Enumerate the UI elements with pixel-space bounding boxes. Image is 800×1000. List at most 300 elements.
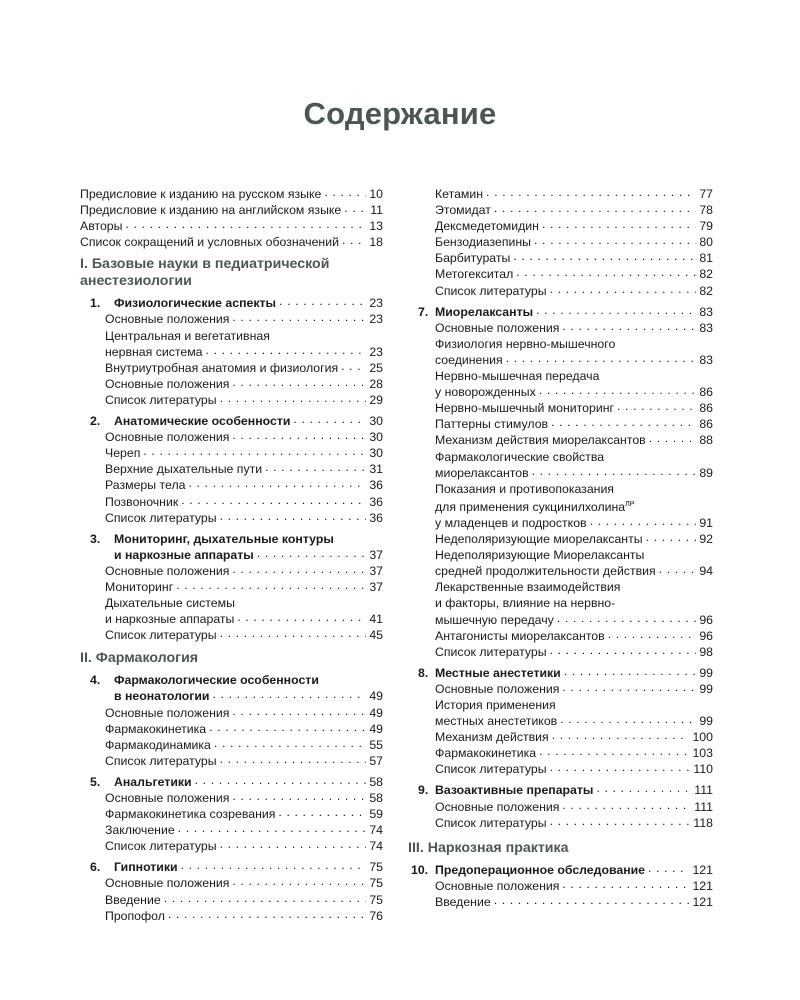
toc-entry[interactable] — [80, 753, 383, 769]
dot-leader — [188, 477, 366, 489]
page-number: 86 — [699, 417, 713, 432]
page-number: 30 — [369, 446, 383, 461]
toc-entry[interactable] — [408, 563, 713, 579]
toc-entry[interactable] — [80, 806, 383, 822]
entry-label: Анатомические особенности — [114, 414, 291, 429]
entry-label: Физиология нервно-мышечного — [435, 336, 616, 351]
entry-label: и наркозные аппараты — [105, 612, 235, 627]
dot-leader — [213, 688, 367, 700]
dot-leader — [539, 745, 689, 757]
entry-label: Этомидат — [435, 203, 491, 218]
entry-label: Барбитураты — [435, 251, 511, 266]
chapter-entry[interactable] — [408, 665, 713, 681]
toc-entry-line — [408, 481, 713, 497]
toc-entry[interactable] — [80, 477, 383, 493]
entry-label: Нервно-мышечная передача — [435, 369, 600, 384]
entry-label: Авторы — [80, 219, 123, 234]
entry-label: Список литературы — [105, 753, 217, 768]
dot-leader — [195, 774, 367, 786]
page-number: 36 — [369, 478, 383, 493]
toc-entry-line — [80, 328, 383, 344]
dot-leader — [648, 862, 689, 874]
dot-leader — [557, 612, 697, 624]
toc-entry[interactable] — [408, 761, 713, 777]
dot-leader — [220, 753, 367, 765]
dot-leader — [214, 737, 366, 749]
entry-label: Фармакологические особенности — [114, 673, 319, 688]
entry-label: Метогекситал — [435, 267, 514, 282]
page-number: 30 — [369, 414, 383, 429]
chapter-entry-line — [80, 531, 383, 547]
entry-label: мышечную передачу — [435, 612, 554, 627]
toc-entry[interactable] — [80, 790, 383, 806]
toc-entry[interactable] — [408, 628, 713, 644]
dot-leader — [232, 429, 366, 441]
dot-leader — [164, 892, 367, 904]
page-number: 28 — [369, 376, 383, 391]
toc-entry[interactable] — [80, 311, 383, 327]
dot-leader — [562, 799, 691, 811]
toc-entry[interactable] — [80, 737, 383, 753]
dot-leader — [232, 563, 366, 575]
entry-label: Предисловие к изданию на русском языке — [80, 187, 322, 201]
toc-entry[interactable] — [80, 579, 383, 595]
page-number: 83 — [699, 352, 713, 367]
page-number: 79 — [699, 219, 713, 234]
entry-label: Основные положения — [435, 878, 560, 893]
page-number: 86 — [699, 385, 713, 400]
chapter-entry[interactable] — [408, 304, 713, 320]
chapter-number: 6. — [90, 860, 101, 875]
dot-leader — [293, 413, 366, 425]
page-number: 58 — [369, 791, 383, 805]
dot-leader — [494, 894, 690, 906]
toc-entry[interactable] — [80, 234, 383, 250]
entry-label: местных анестетиков — [435, 714, 558, 729]
chapter-number: 8. — [418, 665, 429, 680]
toc-entry[interactable] — [408, 894, 713, 910]
dot-leader — [342, 234, 366, 246]
page-number: 111 — [694, 799, 713, 814]
page-number: 13 — [369, 219, 383, 234]
toc-entry[interactable] — [80, 892, 383, 908]
chapter-entry[interactable] — [80, 413, 383, 429]
entry-label: Список литературы — [435, 815, 547, 830]
entry-label: Размеры тела — [105, 478, 186, 493]
dot-leader — [536, 304, 696, 316]
page-number: 88 — [699, 433, 713, 448]
toc-entry-line — [408, 449, 713, 465]
entry-label: средней продолжительности действия — [435, 564, 656, 579]
entry-label: Основные положения — [435, 799, 560, 814]
dot-leader — [659, 563, 697, 575]
page-number: 57 — [369, 753, 383, 768]
chapter-entry[interactable] — [408, 782, 713, 798]
entry-label: у младенцев и подростков — [435, 515, 587, 530]
page-number: 118 — [693, 815, 713, 830]
dot-leader — [550, 761, 691, 773]
page-number: 121 — [692, 862, 713, 877]
toc-entry[interactable] — [80, 563, 383, 579]
toc-entry[interactable] — [408, 799, 713, 815]
toc-entry[interactable] — [408, 745, 713, 761]
toc-entry-line — [80, 595, 383, 611]
chapter-entry[interactable] — [408, 862, 713, 878]
entry-label: Фармакодинамика — [105, 737, 211, 752]
dot-leader — [646, 531, 697, 543]
entry-label: Дексмедетомидин — [435, 219, 539, 234]
entry-label: Нервно-мышечный мониторинг — [435, 401, 614, 416]
entry-label: Фармакокинетика — [105, 721, 207, 736]
page-number: 58 — [369, 774, 383, 789]
entry-label: Предисловие к изданию на английском языке — [80, 203, 342, 218]
entry-label: в неонатологии — [114, 689, 210, 704]
toc-entry[interactable] — [408, 681, 713, 697]
toc-entry[interactable] — [80, 202, 383, 218]
toc-entry[interactable] — [408, 283, 713, 299]
page-number: 96 — [699, 628, 713, 643]
page-number: 75 — [369, 876, 383, 891]
dot-leader — [232, 311, 366, 323]
page-number: 30 — [369, 430, 383, 445]
page-number: 23 — [369, 312, 383, 327]
dot-leader — [550, 283, 697, 295]
entry-label: Лекарственные взаимодействия — [435, 580, 621, 595]
chapter-number: 2. — [90, 414, 101, 429]
entry-label: Мониторинг, дыхательные контуры — [114, 531, 334, 546]
page-number: 100 — [692, 730, 713, 745]
toc-entry[interactable] — [408, 202, 713, 218]
page-number: 23 — [369, 344, 383, 359]
page-number: 25 — [369, 360, 383, 375]
entry-label: Фармакокинетика — [435, 746, 537, 761]
chapter-entry[interactable] — [80, 295, 383, 311]
toc-entry[interactable] — [80, 875, 383, 891]
dot-leader — [550, 644, 697, 656]
page-number: 49 — [369, 689, 383, 704]
toc-left-column — [80, 186, 383, 924]
toc-entry[interactable] — [80, 838, 383, 854]
dot-leader — [551, 416, 696, 428]
chapter-number: 1. — [90, 296, 101, 311]
entry-label: Местные анестетики — [435, 665, 561, 680]
page-number: 23 — [369, 296, 383, 311]
dot-leader — [513, 250, 696, 262]
toc-entry[interactable] — [408, 384, 713, 400]
page-number: 80 — [699, 235, 713, 250]
toc-entry[interactable] — [80, 461, 383, 477]
chapter-entry[interactable] — [80, 859, 383, 875]
toc-entry[interactable] — [408, 878, 713, 894]
chapter-number: 7. — [418, 304, 429, 319]
toc-entry[interactable] — [408, 352, 713, 368]
page-number: 36 — [369, 494, 383, 509]
entry-label: Список литературы — [105, 392, 217, 407]
page-number: 110 — [693, 762, 713, 777]
dot-leader — [209, 721, 366, 733]
dot-leader — [562, 878, 689, 890]
page-number: 86 — [699, 401, 713, 416]
toc-entry-line — [408, 497, 713, 515]
page-number: 111 — [694, 783, 713, 798]
page-number: 37 — [369, 547, 383, 562]
toc-entry[interactable] — [408, 186, 713, 202]
toc-entry[interactable] — [80, 429, 383, 445]
page-number: 89 — [699, 465, 713, 480]
dot-leader — [125, 218, 366, 230]
entry-label: Список литературы — [435, 644, 547, 659]
chapter-entry[interactable] — [80, 688, 383, 704]
page-number: 82 — [699, 267, 713, 282]
toc-entry[interactable] — [408, 234, 713, 250]
toc-entry-line — [408, 336, 713, 352]
page-number: 98 — [699, 644, 713, 659]
entry-label: для применения сукцинилхолина — [435, 499, 626, 514]
entry-label: Основные положения — [105, 876, 230, 891]
page-number: 91 — [699, 515, 713, 530]
chapter-entry-line — [80, 672, 383, 688]
entry-label: Анальгетики — [114, 774, 192, 789]
page-number: 74 — [369, 823, 383, 838]
entry-label: нервная система — [105, 344, 203, 359]
dot-leader — [220, 510, 367, 522]
dot-leader — [220, 838, 367, 850]
chapter-entry[interactable] — [80, 774, 383, 790]
page-number: 76 — [369, 908, 383, 923]
entry-label: Дыхательные системы — [105, 596, 235, 611]
part-heading: II. Фармакология — [80, 650, 199, 667]
dot-leader — [516, 266, 696, 278]
dot-leader — [494, 202, 696, 214]
page-number: 10 — [369, 187, 383, 201]
entry-label: Паттерны стимулов — [435, 417, 549, 432]
dot-leader — [506, 352, 697, 364]
toc-entry[interactable] — [80, 627, 383, 643]
toc-entry[interactable] — [80, 721, 383, 737]
entry-label: Миорелаксанты — [435, 304, 534, 319]
entry-label: Пропофол — [105, 908, 165, 923]
part-heading: I. Базовые науки в педиатрической анестезиологии — [80, 256, 330, 290]
page-title: Содержание — [303, 96, 497, 131]
dot-leader — [344, 202, 367, 214]
dot-leader — [564, 665, 697, 677]
dot-leader — [608, 628, 697, 640]
page-number: 45 — [369, 628, 383, 643]
dot-leader — [168, 908, 366, 920]
entry-label: соединения — [435, 352, 503, 367]
toc-entry[interactable] — [408, 218, 713, 234]
chapter-number: 5. — [90, 774, 101, 789]
dot-leader — [232, 790, 366, 802]
toc-entry[interactable] — [408, 612, 713, 628]
entry-label: Предоперационное обследование — [435, 862, 646, 877]
page-number: 83 — [699, 304, 713, 319]
toc-entry[interactable] — [80, 218, 383, 234]
toc-entry[interactable] — [408, 729, 713, 745]
toc-entry[interactable] — [408, 465, 713, 481]
entry-label: Верхние дыхательные пути — [105, 462, 263, 477]
toc-entry[interactable] — [80, 344, 383, 360]
entry-label: Заключение — [105, 823, 175, 838]
dot-leader — [176, 579, 366, 591]
dot-leader — [560, 713, 696, 725]
entry-label: Внутриутробная анатомия и физиология — [105, 360, 339, 375]
entry-label: Гипнотики — [114, 860, 178, 875]
toc-entry[interactable] — [80, 822, 383, 838]
page-number: 74 — [369, 839, 383, 854]
toc-entry[interactable] — [408, 320, 713, 336]
dot-leader — [279, 295, 366, 307]
dot-leader — [257, 547, 367, 559]
entry-label: Основные положения — [105, 563, 230, 578]
toc-entry[interactable] — [80, 494, 383, 510]
dot-leader — [562, 320, 696, 332]
part-heading: III. Наркозная практика — [408, 839, 569, 856]
toc-entry[interactable] — [408, 432, 713, 448]
dot-leader — [278, 806, 366, 818]
entry-label: Антагонисты миорелаксантов — [435, 628, 605, 643]
page-number: 36 — [369, 510, 383, 525]
page-number: 55 — [369, 737, 383, 752]
entry-label: Механизм действия миорелаксантов — [435, 433, 646, 448]
toc-entry[interactable] — [408, 531, 713, 547]
entry-label: Фармакокинетика созревания — [105, 807, 276, 822]
entry-label: Основные положения — [105, 705, 230, 720]
toc-entry[interactable] — [80, 360, 383, 376]
page-number: 31 — [369, 462, 383, 477]
entry-label: Список литературы — [105, 839, 217, 854]
toc-entry[interactable] — [408, 400, 713, 416]
chapter-number: 9. — [418, 783, 429, 798]
toc-entry-line — [408, 547, 713, 563]
dot-leader — [220, 627, 367, 639]
toc-entry[interactable] — [80, 376, 383, 392]
dot-leader — [596, 782, 691, 794]
registered-mark: ЛР — [625, 500, 635, 508]
dot-leader — [324, 186, 366, 198]
entry-label: Список литературы — [105, 628, 217, 643]
page-number: 75 — [369, 860, 383, 875]
dot-leader — [534, 234, 696, 246]
page-number: 41 — [369, 612, 383, 627]
page-number: 18 — [369, 235, 383, 250]
page-number: 83 — [699, 320, 713, 335]
toc-entry[interactable] — [408, 815, 713, 831]
dot-leader — [649, 432, 697, 444]
page-number: 99 — [699, 665, 713, 680]
toc-entry[interactable] — [408, 515, 713, 531]
dot-leader — [617, 400, 696, 412]
dot-leader — [486, 186, 696, 198]
entry-label: Основные положения — [435, 320, 560, 335]
toc-entry[interactable] — [408, 644, 713, 660]
toc-entry-line — [408, 368, 713, 384]
page-number: 49 — [369, 721, 383, 736]
dot-leader — [562, 681, 696, 693]
chapter-entry[interactable] — [80, 547, 383, 563]
toc-entry[interactable] — [408, 416, 713, 432]
entry-label: Физиологические аспекты — [114, 296, 277, 311]
front-matter — [80, 186, 383, 250]
chapter-number: 4. — [90, 673, 101, 688]
chapter-number: 3. — [90, 531, 101, 546]
page-number: 75 — [369, 892, 383, 907]
entry-label: Бензодиазепины — [435, 235, 532, 250]
dot-leader — [552, 729, 690, 741]
page-number: 81 — [699, 251, 713, 266]
toc-entry[interactable] — [80, 510, 383, 526]
toc-right-column — [408, 186, 713, 910]
page-number: 49 — [369, 705, 383, 720]
entry-label: и наркозные аппараты — [114, 547, 254, 562]
entry-label: Показания и противопоказания — [435, 481, 614, 496]
toc-entry[interactable] — [80, 908, 383, 924]
entry-label: История применения — [435, 698, 556, 712]
toc-entry[interactable] — [408, 266, 713, 282]
entry-label: Основные положения — [435, 681, 560, 696]
entry-label: Вазоактивные препараты — [435, 783, 594, 798]
page-number: 103 — [692, 746, 713, 761]
dot-leader — [539, 384, 697, 396]
dot-leader — [341, 360, 366, 372]
page-number: 77 — [699, 187, 713, 201]
toc-entry[interactable] — [80, 445, 383, 461]
entry-label: Механизм действия — [435, 730, 549, 745]
entry-label: Центральная и вегетативная — [105, 328, 270, 343]
entry-label: Недеполяризующие Миорелаксанты — [435, 548, 645, 563]
toc-entry[interactable] — [408, 713, 713, 729]
entry-label: Список сокращений и условных обозначений — [80, 235, 339, 250]
entry-label: Кетамин — [435, 187, 484, 201]
dot-leader — [265, 461, 366, 473]
toc-entry-line — [408, 595, 713, 611]
dot-leader — [181, 494, 366, 506]
dot-leader — [178, 822, 367, 834]
page-number: 96 — [699, 612, 713, 627]
entry-label: Позвоночник — [105, 494, 179, 509]
page-number: 94 — [699, 564, 713, 579]
page-number: 99 — [699, 714, 713, 729]
entry-label: Мониторинг — [105, 579, 174, 594]
entry-label: Фармакологические свойства — [435, 449, 605, 464]
dot-leader — [143, 445, 366, 457]
page-number: 37 — [369, 563, 383, 578]
entry-label: Введение — [105, 892, 161, 907]
entry-label: миорелаксантов — [435, 465, 529, 480]
toc-entry-line — [408, 697, 713, 713]
entry-label: Введение — [435, 894, 491, 909]
page-number: 99 — [699, 681, 713, 696]
toc-entry[interactable] — [80, 392, 383, 408]
toc-entry[interactable] — [408, 250, 713, 266]
toc-entry-line — [408, 579, 713, 595]
toc-entry[interactable] — [80, 611, 383, 627]
toc-entry[interactable] — [80, 705, 383, 721]
toc-entry[interactable] — [80, 186, 383, 202]
dot-leader — [181, 859, 367, 871]
page-number: 121 — [692, 878, 713, 893]
dot-leader — [532, 465, 697, 477]
entry-label: Череп — [105, 446, 141, 461]
dot-leader — [206, 344, 367, 356]
entry-label: и факторы, влияние на нервно- — [435, 596, 616, 611]
dot-leader — [550, 815, 691, 827]
dot-leader — [220, 392, 367, 404]
entry-label: Основные положения — [105, 791, 230, 805]
page-number: 11 — [370, 203, 383, 218]
entry-label: Список литературы — [435, 762, 547, 777]
page-number: 59 — [369, 807, 383, 822]
